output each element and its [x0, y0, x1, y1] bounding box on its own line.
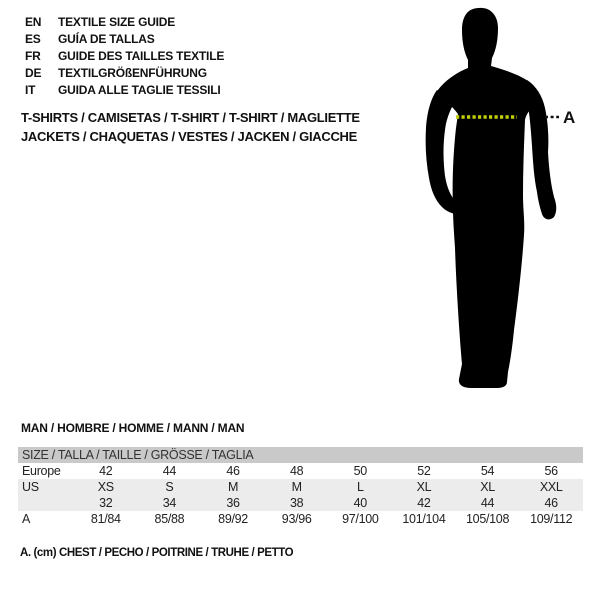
language-code: ES	[25, 32, 41, 46]
table-header-row	[18, 447, 583, 463]
size-table-body	[18, 447, 583, 527]
size-cell: 40	[353, 496, 367, 510]
man-silhouette-figure	[395, 0, 600, 400]
right-arm-shape	[525, 80, 556, 219]
size-cell: S	[165, 480, 174, 494]
language-code: FR	[25, 49, 41, 63]
table-row	[18, 479, 583, 495]
row-label: US	[22, 480, 39, 494]
language-row	[25, 82, 224, 99]
size-cell: 101/104	[402, 512, 446, 526]
size-cell: 34	[162, 496, 177, 510]
language-list	[25, 14, 224, 99]
size-cell: XS	[97, 480, 114, 494]
language-label: GUIDE DES TAILLES TEXTILE	[58, 49, 225, 63]
language-label: TEXTILE SIZE GUIDE	[58, 15, 176, 29]
size-cell: 52	[417, 464, 431, 478]
category-line: JACKETS / CHAQUETAS / VESTES / JACKEN / GIACCHE	[21, 129, 357, 144]
size-cell: 42	[99, 464, 113, 478]
size-cell: 44	[480, 496, 495, 510]
language-row	[25, 65, 224, 82]
size-cell: 46	[544, 496, 558, 510]
table-row	[18, 511, 583, 527]
size-cell: 54	[480, 464, 495, 478]
size-cell: 105/108	[466, 512, 510, 526]
row-label	[18, 495, 74, 511]
size-cell: 38	[290, 496, 304, 510]
language-row	[25, 31, 224, 48]
size-cell: 42	[417, 496, 431, 510]
language-code: IT	[25, 83, 36, 97]
category-lines	[21, 108, 360, 146]
size-cell: 32	[99, 496, 113, 510]
language-label: GUÍA DE TALLAS	[58, 32, 155, 46]
size-cell: 89/92	[218, 512, 248, 526]
table-row	[18, 463, 583, 479]
size-cell: 50	[353, 464, 367, 478]
measurement-footnote: A. (cm) CHEST / PECHO / POITRINE / TRUHE / PETTO	[20, 547, 294, 559]
category-line: T-SHIRTS / CAMISETAS / T-SHIRT / T-SHIRT / MAGLIETTE	[21, 110, 360, 125]
size-table	[18, 447, 583, 527]
size-cell: XL	[480, 480, 495, 494]
size-cell: XL	[416, 480, 432, 494]
size-cell: 109/112	[530, 512, 573, 526]
size-cell: 36	[226, 496, 240, 510]
language-code: EN	[25, 15, 42, 29]
table-row	[18, 495, 583, 511]
size-cell: 48	[290, 464, 304, 478]
language-row	[25, 14, 224, 31]
language-code: DE	[25, 66, 42, 80]
size-cell: M	[228, 480, 239, 494]
language-label: TEXTILGRÖßENFÜHRUNG	[58, 66, 207, 80]
man-silhouette-icon	[395, 0, 600, 400]
size-cell: 93/96	[281, 512, 312, 526]
language-row	[25, 48, 224, 65]
language-label: GUIDA ALLE TAGLIE TESSILI	[58, 83, 221, 97]
row-label: A	[22, 512, 31, 526]
size-cell: M	[291, 480, 302, 494]
size-cell: 46	[226, 464, 240, 478]
row-label: Europe	[22, 464, 61, 478]
size-cell: 97/100	[342, 512, 379, 526]
size-cell: XXL	[539, 480, 563, 494]
size-cell: 81/84	[90, 512, 121, 526]
size-cell: 56	[544, 464, 558, 478]
table-header-label: SIZE / TALLA / TAILLE / GRÖSSE / TAGLIA	[18, 447, 583, 463]
size-cell: 44	[162, 464, 177, 478]
gender-heading: MAN / HOMBRE / HOMME / MANN / MAN	[21, 421, 245, 435]
measure-label-a: A	[563, 108, 576, 127]
size-cell: 85/88	[154, 512, 185, 526]
size-cell: L	[356, 480, 364, 494]
